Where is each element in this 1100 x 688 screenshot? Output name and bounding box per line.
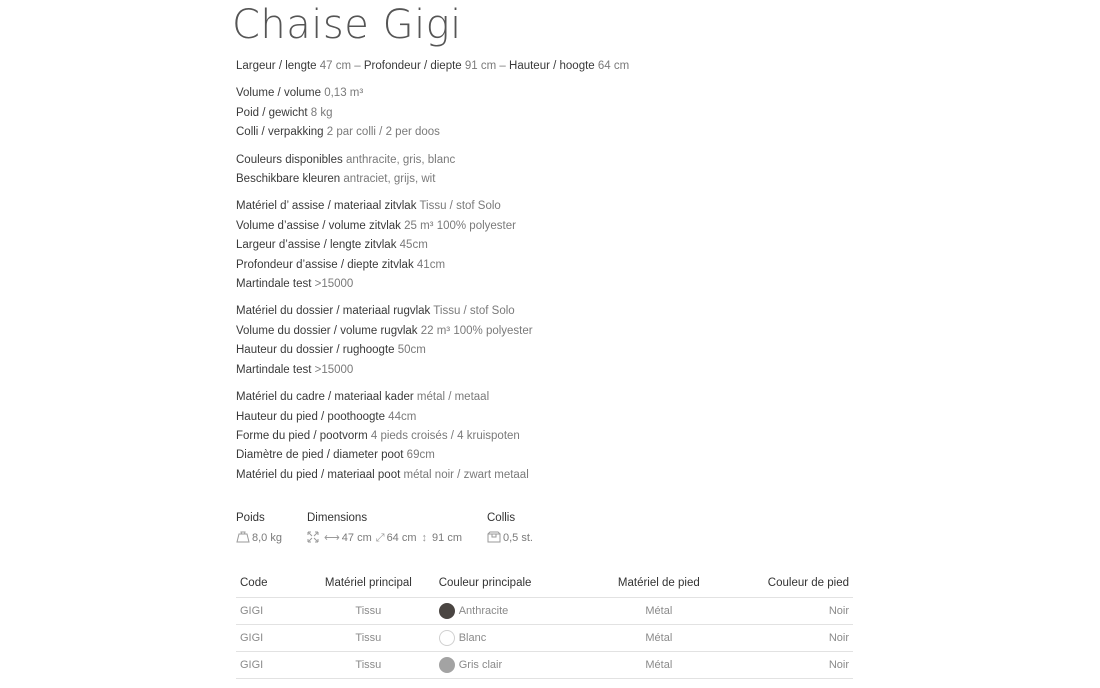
spec-value: 45cm bbox=[396, 239, 428, 252]
spec-line bbox=[236, 197, 856, 216]
spec-value: 69cm bbox=[403, 449, 435, 462]
box-icon bbox=[487, 529, 501, 547]
spec-line bbox=[236, 84, 856, 103]
spec-label: Matériel d’ assise / materiaal zitvlak bbox=[236, 200, 417, 213]
spec-line bbox=[236, 217, 856, 236]
spec-line bbox=[236, 408, 856, 427]
cell-foot-material: Métal bbox=[588, 598, 730, 625]
variants-table bbox=[236, 569, 853, 679]
spec-value: 2 par colli / 2 per doos bbox=[323, 126, 440, 139]
color-label: Anthracite bbox=[458, 605, 509, 617]
cell-main-material: Tissu bbox=[302, 598, 435, 625]
spec-label: Profondeur d’assise / diepte zitvlak bbox=[236, 258, 414, 271]
spec-label: Volume / volume bbox=[236, 87, 322, 100]
spec-group bbox=[236, 302, 856, 380]
spec-value: antraciet, grijs, wit bbox=[340, 173, 436, 186]
spec-label: Largeur d’assise / lengte zitvlak bbox=[236, 239, 397, 252]
color-swatch bbox=[439, 603, 455, 619]
height-arrow-icon: ↕ bbox=[421, 532, 428, 544]
spec-label: Poid / gewicht bbox=[236, 106, 308, 119]
spec-label: Hauteur du dossier / rughoogte bbox=[236, 344, 395, 357]
spec-value: 64 cm bbox=[594, 60, 630, 72]
spec-line bbox=[236, 123, 856, 142]
cell-foot-color: Noir bbox=[730, 598, 853, 625]
product-summary bbox=[236, 510, 636, 550]
header-main-material: Matériel principal bbox=[302, 569, 435, 598]
cell-foot-color: Noir bbox=[730, 625, 853, 652]
spec-line bbox=[236, 256, 856, 275]
spec-group bbox=[236, 57, 856, 76]
spec-label: Hauteur du pied / poothoogte bbox=[236, 410, 385, 423]
spec-label: Largeur / lengte bbox=[236, 60, 317, 72]
spec-label: Forme du pied / pootvorm bbox=[236, 429, 368, 442]
spec-line bbox=[236, 302, 856, 321]
spec-group bbox=[236, 388, 856, 485]
spec-label: Profondeur / diepte bbox=[363, 60, 462, 72]
cell-foot-color: Noir bbox=[730, 652, 853, 679]
spec-value: anthracite, gris, blanc bbox=[342, 153, 456, 166]
cell-main-material: Tissu bbox=[302, 652, 435, 679]
summary-dimensions-label: Dimensions bbox=[307, 512, 368, 524]
summary-collis bbox=[487, 510, 533, 547]
spec-label: Couleurs disponibles bbox=[236, 153, 343, 166]
summary-height-value: 91 cm bbox=[432, 532, 462, 544]
spec-line bbox=[236, 275, 856, 294]
cell-main-color bbox=[435, 598, 588, 625]
cell-code: GIGI bbox=[236, 598, 302, 625]
spec-line bbox=[236, 388, 856, 407]
spec-label: Volume d’assise / volume zitvlak bbox=[236, 219, 401, 232]
spec-value: métal / metaal bbox=[413, 391, 490, 404]
spec-line bbox=[236, 361, 856, 380]
cell-code: GIGI bbox=[236, 652, 302, 679]
expand-icon bbox=[307, 529, 319, 547]
spec-value: 8 kg bbox=[307, 106, 333, 119]
spec-value: 25 m³ 100% polyester bbox=[400, 219, 516, 232]
spec-value: Tissu / stof Solo bbox=[416, 200, 501, 213]
spec-line bbox=[236, 170, 856, 189]
cell-main-material: Tissu bbox=[302, 625, 435, 652]
spec-value: 91 cm – bbox=[461, 60, 510, 72]
summary-width-value: 47 cm bbox=[341, 532, 372, 544]
spec-value: 41cm bbox=[413, 258, 446, 271]
spec-value: 0,13 m³ bbox=[321, 87, 364, 100]
summary-weight bbox=[236, 510, 282, 547]
spec-value: 47 cm – bbox=[316, 60, 364, 72]
header-code: Code bbox=[236, 569, 302, 598]
table-row[interactable] bbox=[236, 652, 853, 679]
spec-group bbox=[236, 151, 856, 190]
spec-line bbox=[236, 151, 856, 170]
color-label: Blanc bbox=[458, 632, 487, 644]
cell-code: GIGI bbox=[236, 625, 302, 652]
summary-weight-value: 8,0 kg bbox=[252, 532, 282, 544]
spec-line bbox=[236, 236, 856, 255]
spec-label: Matériel du cadre / materiaal kader bbox=[236, 391, 414, 404]
table-header-row bbox=[236, 569, 853, 598]
table-row[interactable] bbox=[236, 598, 853, 625]
cell-main-color bbox=[435, 625, 588, 652]
spec-line bbox=[236, 57, 856, 76]
header-foot-material: Matériel de pied bbox=[588, 569, 730, 598]
summary-diagonal-value: 64 cm bbox=[386, 532, 417, 544]
spec-value: 4 pieds croisés / 4 kruispoten bbox=[367, 429, 520, 442]
spec-line bbox=[236, 446, 856, 465]
header-foot-color: Couleur de pied bbox=[730, 569, 853, 598]
spec-label: Hauteur / hoogte bbox=[509, 60, 595, 72]
summary-collis-label: Collis bbox=[487, 512, 516, 524]
color-label: Gris clair bbox=[458, 659, 503, 671]
color-swatch bbox=[439, 657, 455, 673]
spec-value: 50cm bbox=[394, 344, 426, 357]
product-title: Chaise Gigi bbox=[232, 2, 462, 48]
spec-group bbox=[236, 197, 856, 294]
spec-value: 44cm bbox=[384, 410, 417, 423]
summary-collis-value: 0,5 st. bbox=[503, 532, 533, 544]
spec-group bbox=[236, 84, 856, 142]
summary-weight-label: Poids bbox=[236, 512, 265, 524]
spec-line bbox=[236, 104, 856, 123]
spec-value: métal noir / zwart metaal bbox=[400, 468, 529, 481]
spec-label: Beschikbare kleuren bbox=[236, 173, 341, 186]
color-swatch bbox=[439, 630, 455, 646]
spec-line bbox=[236, 341, 856, 360]
cell-main-color bbox=[435, 652, 588, 679]
weight-icon bbox=[236, 529, 250, 547]
spec-label: Matériel du pied / materiaal poot bbox=[236, 468, 401, 481]
spec-value: Tissu / stof Solo bbox=[430, 305, 515, 318]
spec-line bbox=[236, 466, 856, 485]
spec-label: Martindale test bbox=[236, 363, 312, 376]
table-row[interactable] bbox=[236, 625, 853, 652]
width-arrow-icon: ⟷ bbox=[324, 532, 340, 544]
cell-foot-material: Métal bbox=[588, 652, 730, 679]
spec-label: Matériel du dossier / materiaal rugvlak bbox=[236, 305, 431, 318]
spec-line bbox=[236, 427, 856, 446]
spec-label: Martindale test bbox=[236, 278, 312, 291]
spec-label: Volume du dossier / volume rugvlak bbox=[236, 324, 418, 337]
spec-value: >15000 bbox=[311, 278, 354, 291]
summary-dimensions bbox=[307, 510, 462, 547]
spec-value: >15000 bbox=[311, 363, 354, 376]
cell-foot-material: Métal bbox=[588, 625, 730, 652]
diagonal-arrow-icon: ⤢ bbox=[375, 532, 385, 544]
header-main-color: Couleur principale bbox=[435, 569, 588, 598]
spec-line bbox=[236, 322, 856, 341]
spec-label: Diamètre de pied / diameter poot bbox=[236, 449, 404, 462]
spec-value: 22 m³ 100% polyester bbox=[417, 324, 533, 337]
spec-label: Colli / verpakking bbox=[236, 126, 324, 139]
spec-list bbox=[236, 57, 856, 493]
